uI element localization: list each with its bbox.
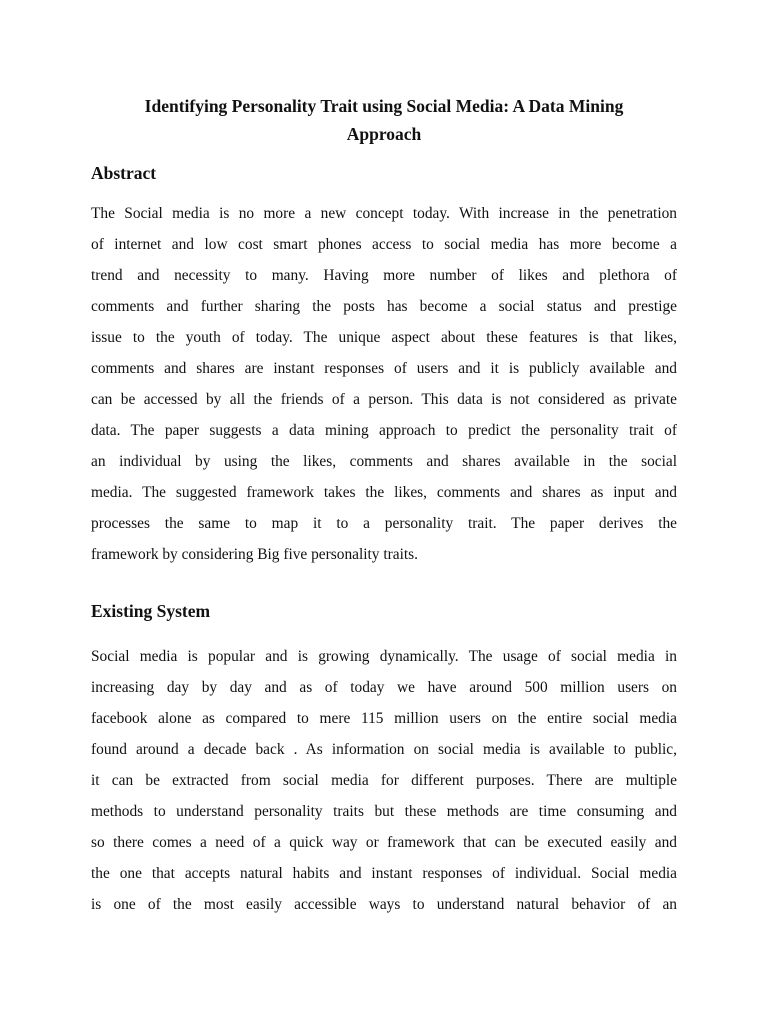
existing-system-line: the one that accepts natural habits and instant responses of individual. Social media (91, 865, 677, 882)
existing-system-line: Social media is popular and is growing dynamically. The usage of social media in (91, 648, 677, 665)
abstract-line: comments and further sharing the posts has become a social status and prestige (91, 298, 677, 315)
existing-system-line: found around a decade back . As information on social media is available to public, (91, 741, 677, 758)
title-line: Identifying Personality Trait using Social Media: A Data Mining (144, 96, 624, 116)
existing-system-line: methods to understand personality traits but these methods are time consuming and (91, 803, 677, 820)
abstract-heading: Abstract (91, 163, 157, 183)
paper-page (91, 92, 677, 920)
abstract-line: can be accessed by all the friends of a person. This data is not considered as private (91, 391, 677, 408)
abstract-line: issue to the youth of today. The unique aspect about these features is that likes, (91, 329, 677, 346)
paper-title (91, 92, 677, 148)
abstract-line: media. The suggested framework takes the likes, comments and shares as input and (91, 484, 677, 501)
existing-system-body (91, 641, 677, 920)
existing-system-heading: Existing System (91, 601, 211, 621)
abstract-line: data. The paper suggests a data mining approach to predict the personality trait of (91, 422, 677, 439)
abstract-line: framework by considering Big five personality traits. (91, 546, 418, 563)
abstract-line: of internet and low cost smart phones access to social media has more become a (91, 236, 677, 253)
existing-system-line: it can be extracted from social media for different purposes. There are multiple (91, 772, 677, 789)
existing-system-line: facebook alone as compared to mere 115 million users on the entire social media (91, 710, 677, 727)
existing-system-line: is one of the most easily accessible ways to understand natural behavior of an (91, 896, 677, 913)
abstract-line: processes the same to map it to a personality trait. The paper derives the (91, 515, 677, 532)
abstract-line: trend and necessity to many. Having more number of likes and plethora of (91, 267, 677, 284)
title-line: Approach (346, 124, 422, 144)
abstract-line: an individual by using the likes, comments and shares available in the social (91, 453, 677, 470)
existing-system-line: increasing day by day and as of today we have around 500 million users on (91, 679, 677, 696)
existing-system-line: so there comes a need of a quick way or framework that can be executed easily and (91, 834, 677, 851)
abstract-body (91, 198, 677, 570)
abstract-line: comments and shares are instant responses of users and it is publicly available and (91, 360, 677, 377)
abstract-line: The Social media is no more a new concept today. With increase in the penetration (91, 205, 677, 222)
